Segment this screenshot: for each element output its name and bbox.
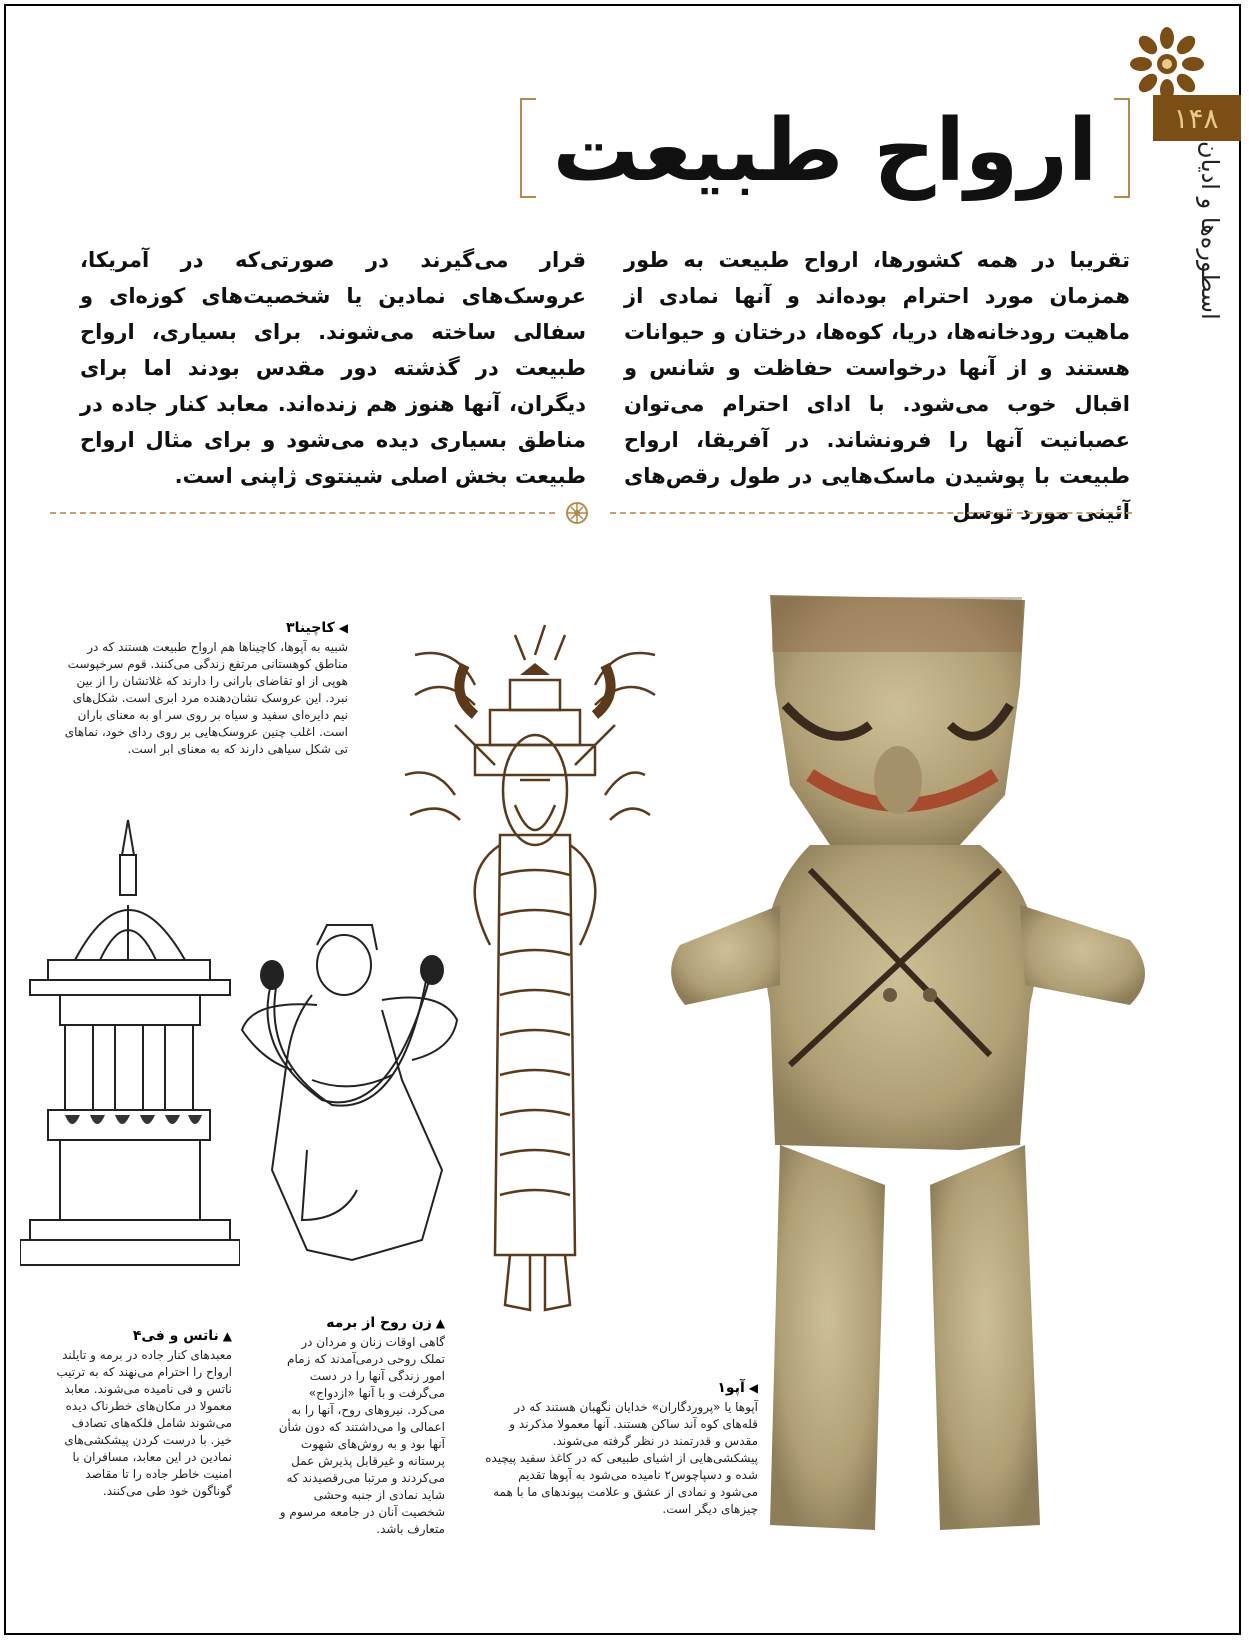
page-title: ارواح طبیعت — [552, 101, 1098, 201]
pointer-arrow-icon: ◀ — [748, 1381, 758, 1395]
caption-apu-text: آپوها یا «پروردگاران» خدایان نگهبان هستند که در قله‌های کوه آند ساکن هستند. آنها معمولا مذکرند و مقدس و قدرتمند در نظر گرفته می‌شوند. پیشکشی‌هایی از اشیای طبیعی که در کاغذ سفید پیچیده شده و دسپاچوس۲ نامیده می‌شود به آپوها تقدیم می‌شود و نمادی از عشق و علامت پیوندهای ما با همه چیزهای دیگر است. — [485, 1400, 758, 1516]
page-number: ۱۴۸ — [1173, 102, 1219, 135]
title-bracket-left — [520, 98, 536, 198]
divider-right — [610, 512, 1132, 516]
caption-burma-woman-text: گاهی اوقات زنان و مردان در تملک روحی درمی‌آمدند که زمام امور زندگی آنها را در دست می‌گرفت و با آنها «ازدواج» می‌کرد. نیروهای روح، آنها را به اعمالی وا می‌داشتند که دون شأن آنها بود و به روش‌های شهوت پرستانه و غیرقابل پذیرش عمل می‌کردند و مرتبا می‌رقصیدند که شاید نمادی از جنبه وحشی شخصیت آنان در جامعه مرسوم و متعارف باشد. — [278, 1335, 445, 1536]
burmese-spirit-woman-drawing — [232, 920, 467, 1270]
title-bracket-right — [1114, 98, 1130, 198]
divider-left — [50, 512, 555, 516]
section-label: اسطوره‌ها و ادیان — [1196, 140, 1224, 320]
nat-shrine-drawing — [20, 815, 240, 1280]
caption-nats — [50, 1328, 232, 1500]
caption-nats-text: معبدهای کنار جاده در برمه و تایلند ارواح را احترام می‌نهند که به ترتیب ناتس و فی نامیده می‌شوند. معابد معمولا در مکان‌های خطرناک دیده می‌شوند شامل فلکه‌های تصادف خیز. با درست کردن پیشکشی‌های نمادین در این معابد، مسافران با امنیت خاطر جاده را تا مقاصد گوناگون خود طی می‌کنند. — [56, 1348, 232, 1498]
caption-kachina — [60, 620, 348, 758]
caption-kachina-title: ◀کاچینا۳ — [286, 620, 348, 636]
caption-nats-title: ▲ناتس و فی۴ — [132, 1328, 232, 1344]
pointer-triangle-icon: ▲ — [222, 1329, 232, 1343]
title-block — [520, 92, 1130, 210]
pointer-triangle-icon: ▲ — [435, 1316, 445, 1330]
rosette-ornament-icon — [1127, 24, 1207, 104]
pointer-arrow-icon: ◀ — [338, 621, 348, 635]
body-text-left: قرار می‌گیرند در صورتی‌که در آمریکا، عروسک‌های نمادین یا شخصیت‌های کوزه‌ای و سفالی ساخته می‌شوند. برای بسیاری، ارواح طبیعت در گذشته دور مقدس بودند اما برای دیگران، آنها هنوز هم زنده‌اند. معابد کنار جاده در مناطق بسیاری دیده می‌شود و برای مثال ارواح طبیعت بخش اصلی شینتوی ژاپنی است. — [80, 248, 586, 488]
caption-apu — [482, 1380, 758, 1518]
caption-burma-woman-title: ▲زن روح از برمه — [326, 1315, 445, 1331]
caption-apu-title: ◀آپو۱ — [717, 1380, 758, 1396]
caption-kachina-text: شبیه به آپوها، کاچیناها هم ارواح طبیعت هستند که در مناطق کوهستانی مرتفع زندگی می‌کنند. قوم سرخپوست هوپی از او تقاضای بارانی را دارند که غلاتشان را از بین نبرد. این عروسک نشان‌دهنده مرد ابری است. شکل‌های نیم دایره‌ای سفید و سیاه بر روی سر او به معنای باران است. اغلب چنین عروسک‌هایی بر روی ردای خود، نماهای تی شکل سیاهی دارند که به معنای ابر است. — [64, 640, 348, 756]
body-text-right: تقریبا در همه کشورها، ارواح طبیعت به طور همزمان مورد احترام بوده‌اند و آنها نمادی از ماهیت رودخانه‌ها، دریا، کوه‌ها، درختان و حیوانات هستند و از آنها درخواست حفاظت و شانس و اقبال خوب می‌شود. با ادای احترام می‌توان عصبانیت آنها را فرونشاند. در آفریقا، ارواح طبیعت با پوشیدن ماسک‌هایی در طول رقص‌های آئینی مورد توسل — [624, 248, 1130, 524]
caption-burma-woman — [273, 1315, 445, 1538]
divider-ornament-icon — [565, 501, 589, 525]
